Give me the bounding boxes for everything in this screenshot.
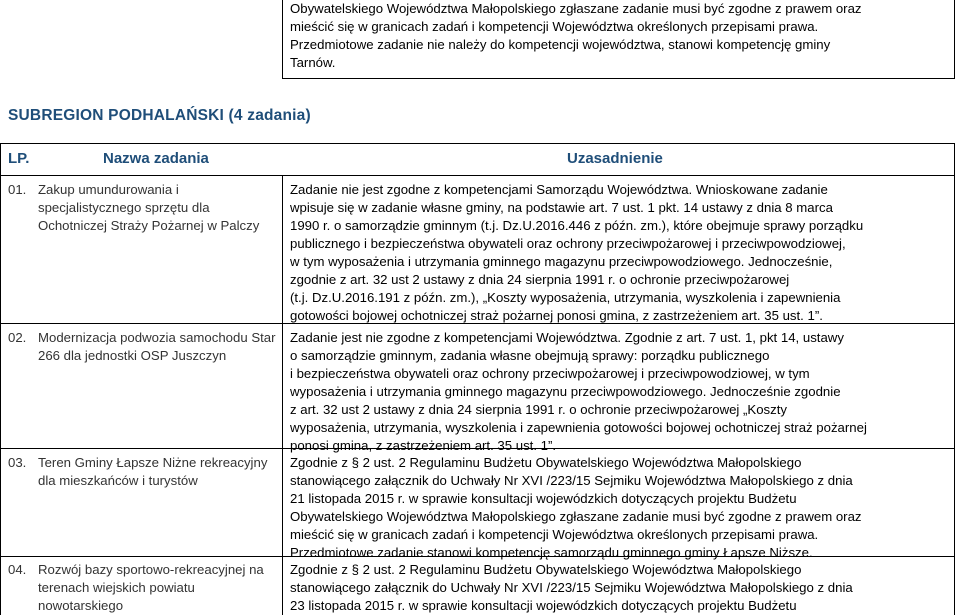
table-left-border: [0, 143, 1, 615]
header-reason: Uzasadnienie: [567, 150, 663, 167]
text-line: Zadanie nie jest zgodne z kompetencjami Samorządu Województwa. Wnioskowane zadanie: [290, 182, 828, 197]
text-line: (t.j. Dz.U.2016.191 z późn. zm.), „Koszty wyposażenia, utrzymania, wyszkolenia i zapewnienia: [290, 290, 841, 305]
row-number: 02.: [8, 330, 27, 345]
task-name: Rozwój bazy sportowo-rekreacyjnej na terenach wiejskich powiatu nowotarskiego: [38, 562, 264, 613]
task-reason: [290, 454, 950, 562]
text-line: publicznego i bezpieczeństwa obywateli oraz ochrony przeciwpożarowej i przeciwpowodziowej,: [290, 236, 846, 251]
header-lp: LP.: [8, 150, 30, 167]
text-line: Obywatelskiego Województwa Małopolskiego zgłaszane zadanie musi być zgodne z prawem oraz: [290, 509, 862, 524]
table-header-bottom: [0, 175, 955, 176]
text-line: wyposażenia i utrzymania gminnego magazynu przeciwpowodziowego. Jednocześnie zgodnie: [290, 384, 841, 399]
table-row: [8, 454, 280, 554]
table-border-bottom-top: [282, 78, 955, 79]
table-top-border: [0, 143, 955, 144]
text-line: wyposażenia, utrzymania, wyszkolenia i zapewnienia gotowości bojowej ochotniczej straż pożarnej: [290, 420, 867, 435]
text-line: mieścić się w granicach zadań i kompetencji Województwa określonych przepisami prawa.: [290, 527, 819, 542]
text-line: mieścić się w granicach zadań i kompetencji Województwa określonych przepisami prawa.: [290, 19, 819, 34]
header-task-name: Nazwa zadania: [103, 150, 209, 167]
text-line: Zgodnie z § 2 ust. 2 Regulaminu Budżetu Obywatelskiego Województwa Małopolskiego: [290, 562, 802, 577]
text-line: Przedmiotowe zadanie nie należy do kompetencji województwa, stanowi kompetencję gminy: [290, 37, 831, 52]
text-line: Zadanie jest nie zgodne z kompetencjami Województwa. Zgodnie z art. 7 ust. 1, pkt 14, ustawy: [290, 330, 844, 345]
table-border-left-top: [282, 0, 283, 78]
text-line: 21 listopada 2015 r. w sprawie konsultacji wojewódzkich dotyczących projektu Budżetu: [290, 491, 797, 506]
task-name: Teren Gminy Łapsze Niżne rekreacyjny dla mieszkańców i turystów: [38, 455, 268, 488]
text-line: Zgodnie z § 2 ust. 2 Regulaminu Budżetu Obywatelskiego Województwa Małopolskiego: [290, 455, 802, 470]
row-number: 03.: [8, 455, 27, 470]
text-line: 23 listopada 2015 r. w sprawie konsultacji wojewódzkich dotyczących projektu Budżetu: [290, 598, 797, 613]
text-line: stanowiącego załącznik do Uchwały Nr XVI /223/15 Sejmiku Województwa Małopolskiego z dnia: [290, 580, 853, 595]
text-line: w tym wyposażenia i utrzymania gminnego magazynu przeciwpowodziowego. Jednocześnie,: [290, 254, 833, 269]
text-line: 1990 r. o samorządzie gminnym (t.j. Dz.U.2016.446 z późn. zm.), które obejmuje sprawy porządku: [290, 218, 864, 233]
task-reason: [290, 181, 950, 325]
table-row: [8, 181, 280, 321]
table-row: [8, 561, 280, 615]
text-line: z art. 32 ust 2 ustawy z dnia 24 sierpnia 1991 r. o ochronie przeciwpożarowej „Koszty: [290, 402, 787, 417]
text-line: ponosi gmina, z zastrzeżeniem art. 35 ust. 1”.: [290, 438, 557, 453]
table-right-border: [954, 143, 955, 615]
table-border-right-top: [954, 0, 955, 78]
task-reason: [290, 561, 950, 615]
text-line: Obywatelskiego Województwa Małopolskiego zgłaszane zadanie musi być zgodne z prawem oraz: [290, 1, 862, 16]
top-continuation-text: [290, 0, 950, 72]
row-number: 04.: [8, 562, 27, 577]
column-divider: [282, 175, 283, 615]
table-row: [8, 329, 280, 444]
row-number: 01.: [8, 182, 27, 197]
text-line: wpisuje się w zadanie własne gminy, na podstawie art. 7 ust. 1 pkt. 14 ustawy z dnia 8 marca: [290, 200, 833, 215]
task-name: Zakup umundurowania i specjalistycznego sprzętu dla Ochotniczej Straży Pożarnej w Palczy: [38, 182, 260, 233]
text-line: zgodnie z art. 32 ust 2 ustawy z dnia 24 sierpnia 1991 r. o ochronie przeciwpożarowej: [290, 272, 790, 287]
text-line: stanowiącego załącznik do Uchwały Nr XVI /223/15 Sejmiku Województwa Małopolskiego z dnia: [290, 473, 853, 488]
text-line: i bezpieczeństwa obywateli oraz ochrony przeciwpożarowej i przeciwpowodziowej, w tym: [290, 366, 810, 381]
task-name: Modernizacja podwozia samochodu Star 266 dla jednostki OSP Juszczyn: [38, 330, 276, 363]
text-line: Przedmiotowe zadanie stanowi kompetencję samorządu gminnego gminy Łapsze Niższe.: [290, 545, 813, 560]
text-line: Tarnów.: [290, 55, 336, 70]
section-heading: SUBREGION PODHALAŃSKI (4 zadania): [8, 107, 311, 124]
task-reason: [290, 329, 950, 455]
text-line: gotowości bojowej ochotniczej straż pożarnej ponosi gmina, z zastrzeżeniem art. 35 ust. 1”.: [290, 308, 823, 323]
text-line: o samorządzie gminnym, zadania własne obejmują sprawy: porządku publicznego: [290, 348, 770, 363]
